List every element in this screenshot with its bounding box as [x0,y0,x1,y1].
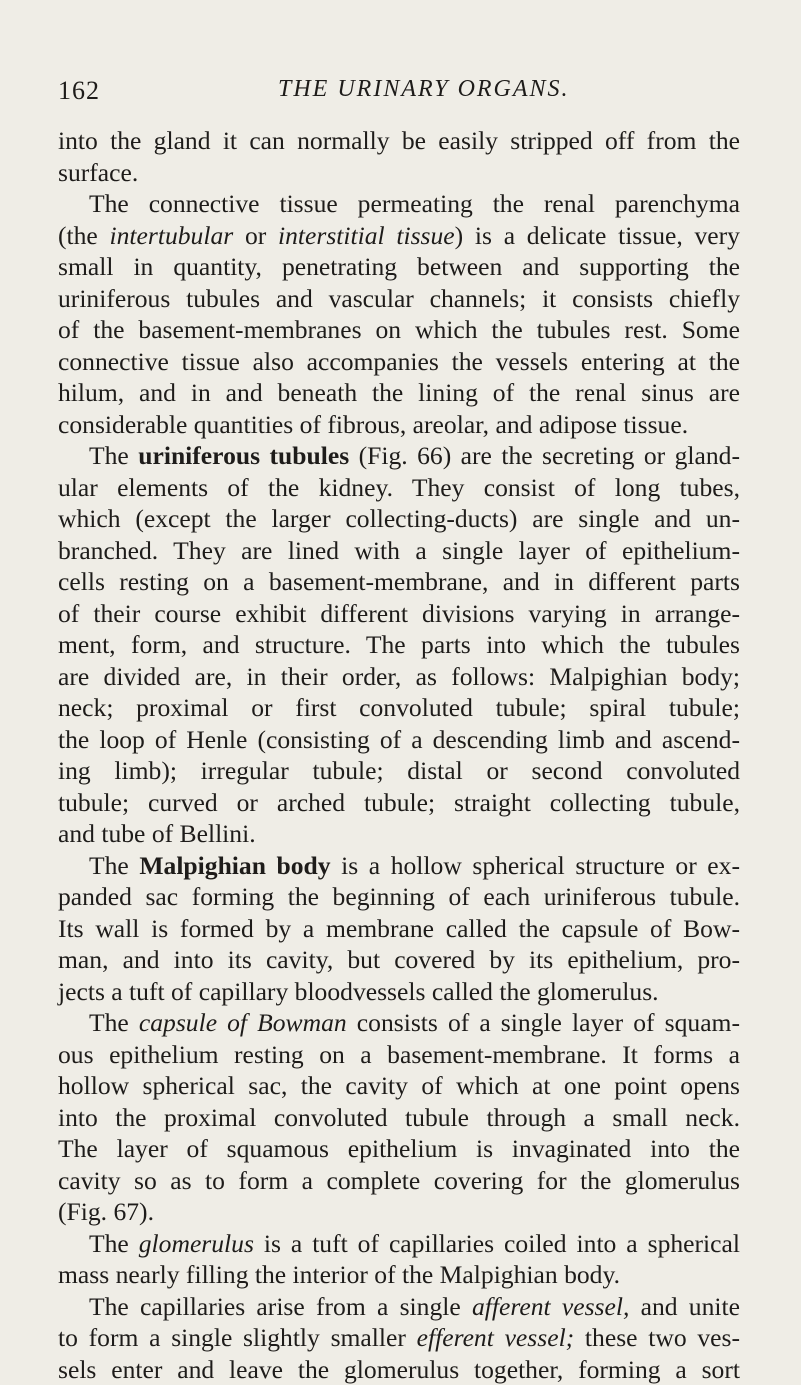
text-run: into the proximal convoluted tubule through a small neck. [58,1103,740,1132]
text-run: which (except the larger collecting-ducts) are single and un- [58,504,740,533]
text-line [58,787,740,819]
text-line [58,440,740,472]
italic-term: afferent vessel, [472,1292,629,1321]
text-run: mass nearly filling the interior of the Malpighian body. [58,1260,620,1289]
italic-term: interstitial tissue [278,221,455,250]
page-header [58,76,741,106]
text-run: hilum, and in and beneath the lining of the renal sinus are [58,378,740,407]
text-line [58,1322,740,1354]
text-line [58,1291,740,1323]
text-line [58,188,740,220]
text-line [58,976,740,1008]
text-run: surface. [58,158,138,187]
text-line [58,283,740,315]
text-run: The connective tissue permeating the renal parenchyma [89,189,740,218]
text-line [58,251,740,283]
text-run: the loop of Henle (consisting of a descending limb and ascend- [58,725,740,754]
text-line [58,1070,740,1102]
text-line [58,535,740,567]
text-run: cavity so as to form a complete covering for the glomerulus [58,1166,740,1195]
text-run: branched. They are lined with a single layer of epithelium- [58,536,740,565]
text-line [58,881,740,913]
text-run: ment, form, and structure. The parts into which the tubules [58,630,740,659]
text-run: these two ves- [574,1323,740,1352]
bold-term: Malpighian body [139,851,330,880]
text-run: to form a single slightly smaller [58,1323,417,1352]
text-line [58,818,740,850]
text-run: is a tuft of capillaries coiled into a spherical [254,1229,740,1258]
italic-term: glomerulus [139,1229,254,1258]
text-run: connective tissue also accompanies the vessels entering at the [58,347,740,376]
text-line [58,503,740,535]
text-line [58,125,740,157]
text-run: The [89,851,139,880]
text-run: ing limb); irregular tubule; distal or second convoluted [58,756,740,785]
text-run: or [233,221,278,250]
text-line [58,1165,740,1197]
text-run: (Fig. 66) are the secreting or gland- [349,441,740,470]
text-run: The [89,1008,139,1037]
text-line [58,377,740,409]
text-run: panded sac forming the beginning of each uriniferous tubule. [58,882,740,911]
text-run: into the gland it can normally be easily stripped off from the [58,126,740,155]
text-line [58,661,740,693]
text-line [58,755,740,787]
text-line [58,346,740,378]
text-run: are divided are, in their order, as follows: Malpighian body; [58,662,740,691]
text-line [58,157,740,189]
text-line [58,692,740,724]
text-line [58,629,740,661]
text-run: ) is a delicate tissue, very [455,221,740,250]
text-line [58,1007,740,1039]
text-line [58,1039,740,1071]
text-line [58,409,740,441]
text-run: (Fig. 67). [58,1197,154,1226]
text-run: Its wall is formed by a membrane called the capsule of Bow- [58,914,740,943]
text-run: cells resting on a basement-membrane, and in different parts [58,567,740,596]
text-line [58,1133,740,1165]
text-line [58,566,740,598]
text-run: ous epithelium resting on a basement-membrane. It forms a [58,1040,740,1069]
text-run: ular elements of the kidney. They consist of long tubes, [58,473,740,502]
text-line [58,913,740,945]
text-run: hollow spherical sac, the cavity of which at one point opens [58,1071,740,1100]
text-line [58,314,740,346]
text-line [58,1102,740,1134]
text-run: is a hollow spherical structure or ex- [331,851,740,880]
text-run: uriniferous tubules and vascular channels; it consists chiefly [58,284,740,313]
body-text [58,125,740,1385]
text-run: neck; proximal or first convoluted tubule; spiral tubule; [58,693,740,722]
bold-term: uriniferous tubules [138,441,349,470]
text-line [58,472,740,504]
text-run: considerable quantities of fibrous, areolar, and adipose tissue. [58,410,688,439]
text-run: The [89,441,138,470]
text-line [58,724,740,756]
text-run: man, and into its cavity, but covered by its epithelium, pro- [58,945,740,974]
text-run: of their course exhibit different divisions varying in arrange- [58,599,740,628]
text-line [58,944,740,976]
text-run: The layer of squamous epithelium is invaginated into the [58,1134,740,1163]
text-line [58,598,740,630]
text-line [58,1196,740,1228]
page-number: 162 [58,76,100,106]
text-line [58,850,740,882]
text-run: The [89,1229,139,1258]
text-run: The capillaries arise from a single [89,1292,472,1321]
running-title: THE URINARY ORGANS. [278,76,570,103]
italic-term: capsule of Bowman [139,1008,347,1037]
text-run: small in quantity, penetrating between and supporting the [58,252,740,281]
text-line [58,1259,740,1291]
text-run: sels enter and leave the glomerulus together, forming a sort [58,1355,740,1384]
text-line [58,1228,740,1260]
text-run: tubule; curved or arched tubule; straight collecting tubule, [58,788,740,817]
text-line [58,220,740,252]
text-run: (the [58,221,110,250]
italic-term: intertubular [110,221,234,250]
text-run: consists of a single layer of squam- [347,1008,740,1037]
text-run: and tube of Bellini. [58,819,256,848]
text-run: of the basement-membranes on which the tubules rest. Some [58,315,740,344]
text-line [58,1354,740,1385]
text-run: jects a tuft of capillary bloodvessels called the glomerulus. [58,977,659,1006]
text-run: and unite [629,1292,740,1321]
italic-term: efferent vessel; [417,1323,575,1352]
